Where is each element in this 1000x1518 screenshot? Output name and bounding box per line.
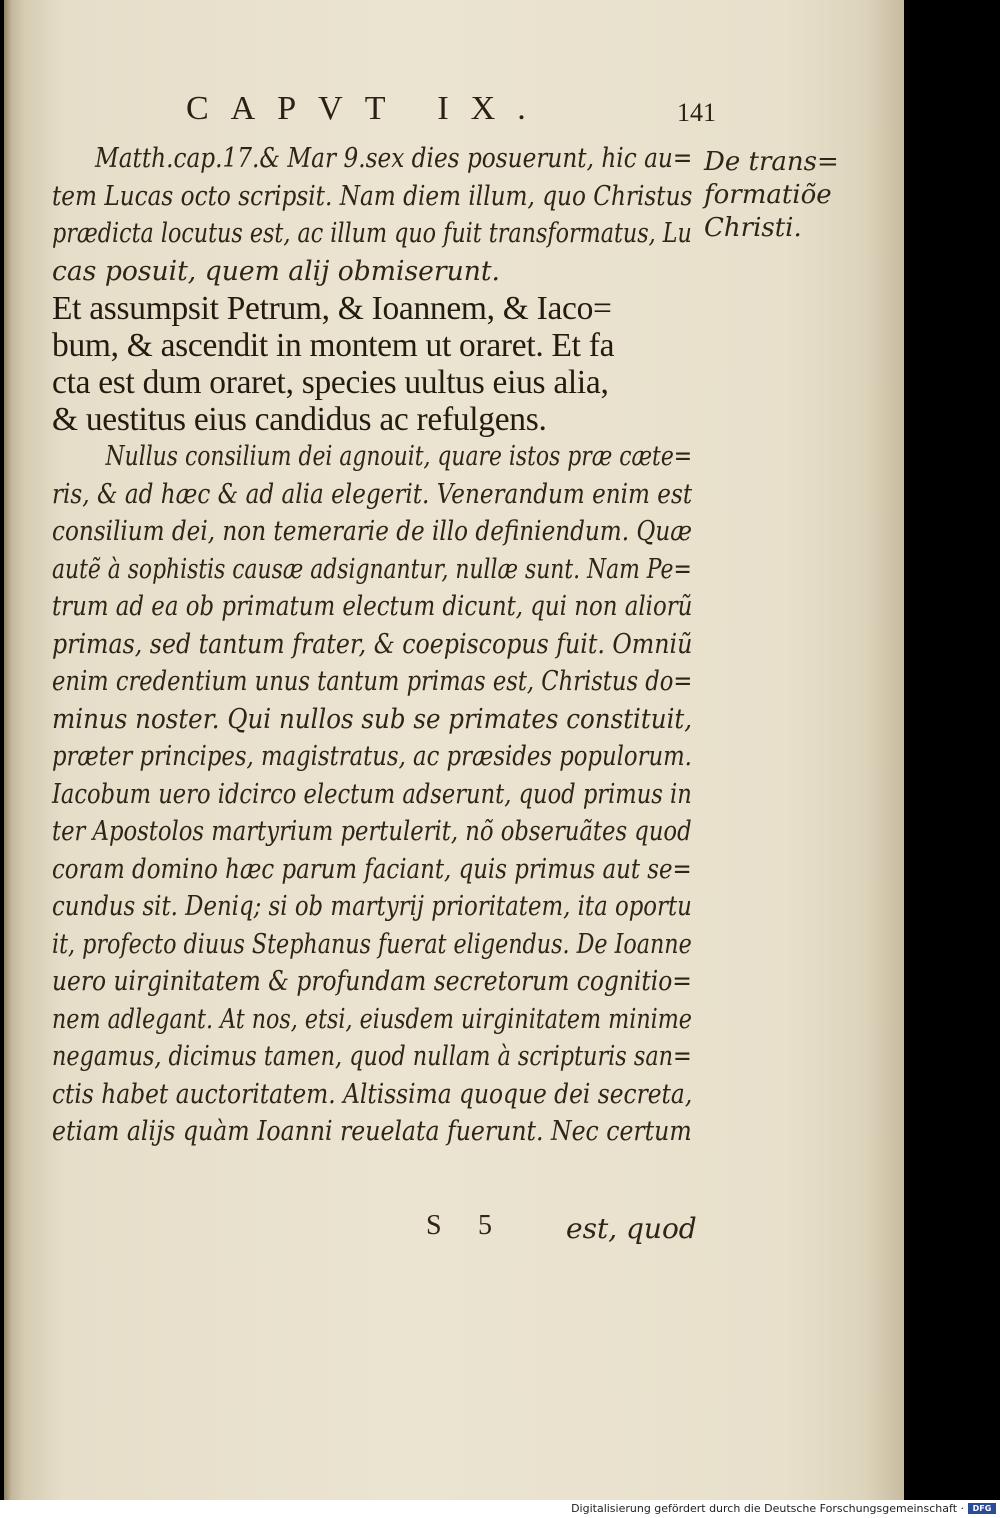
- page-gutter: [4, 0, 12, 1500]
- main-text: [52, 140, 702, 1151]
- marginal-note-line: Christi.: [704, 213, 802, 243]
- footer-bar: [0, 1500, 1000, 1518]
- running-head: [186, 90, 716, 140]
- page-number: 141: [677, 98, 716, 127]
- commentary-line: etiam alijs quàm Ioanni reuelata fuerunt. Nec certum: [52, 1116, 692, 1147]
- scripture-line: cta est dum oraret, species uultus eius alia,: [52, 364, 609, 401]
- commentary-line: Nullus consilium dei agnouit, quare istos præ cæte=: [105, 441, 693, 472]
- commentary-line: coram domino hæc parum faciant, quis primus aut se=: [52, 853, 692, 885]
- commentary-line: minus noster. Qui nullos sub se primates constituit,: [52, 703, 693, 735]
- commentary-line: ris, & ad hæc & ad alia elegerit. Venerandum enim est: [52, 478, 693, 510]
- commentary-line: cundus sit. Deniq; si ob martyrij prioritatem, ita oportu: [52, 891, 692, 922]
- text-line: Matth.cap.17.& Mar 9.sex dies posuerunt, hic au=: [94, 143, 693, 174]
- catchword: est, quod: [566, 1212, 697, 1245]
- dfg-logo: DFG: [968, 1503, 996, 1514]
- commentary-line: præter principes, magistratus, ac præsides populorum.: [52, 741, 692, 772]
- chapter-title: CAPVT IX.: [186, 90, 548, 127]
- marginal-note-line: De trans=: [704, 147, 839, 177]
- commentary-line: ctis habet auctoritatem. Altissima quoque dei secreta,: [52, 1078, 693, 1110]
- text-line: cas posuit, quem alij obmiserunt.: [52, 255, 500, 287]
- commentary-line: consilium dei, non temerarie de illo definiendum. Quæ: [52, 516, 692, 547]
- text-line: prædicta locutus est, ac illum quo fuit transformatus, Lu: [52, 218, 692, 249]
- funding-credit: Digitalisierung gefördert durch die Deutsche Forschungsgemeinschaft ·: [571, 1502, 964, 1515]
- scripture-line: Et assumpsit Petrum, & Ioannem, & Iaco=: [52, 290, 612, 327]
- commentary-line: primas, sed tantum frater, & coepiscopus fuit. Omniũ: [52, 628, 693, 660]
- commentary-line: uero uirginitatem & profundam secretorum cognitio=: [52, 966, 692, 997]
- book-leaf: [4, 0, 904, 1500]
- commentary-line: autẽ à sophistis causæ adsignantur, nullæ sunt. Nam Pe=: [52, 553, 692, 585]
- scripture-line: bum, & ascendit in montem ut oraret. Et fa: [52, 327, 615, 364]
- commentary-line: it, profecto diuus Stephanus fuerat eligendus. De Ioanne: [52, 928, 692, 960]
- commentary-line: negamus, dicimus tamen, quod nullam à scripturis san=: [52, 1041, 692, 1072]
- signature-mark: 5: [478, 1210, 492, 1241]
- commentary-line: trum ad ea ob primatum electum dicunt, qui non aliorũ: [52, 591, 693, 622]
- signature-mark: S: [426, 1210, 442, 1241]
- marginal-note: [704, 146, 839, 245]
- commentary-line: nem adlegant. At nos, etsi, eiusdem uirginitatem minime: [52, 1003, 692, 1035]
- scripture-line: & uestitus eius candidus ac refulgens.: [52, 401, 547, 438]
- text-line: tem Lucas octo scripsit. Nam diem illum, quo Christus: [52, 180, 693, 212]
- commentary-line: enim credentium unus tantum primas est, Christus do=: [52, 666, 693, 697]
- marginal-note-line: formatiõe: [704, 180, 832, 210]
- commentary-line: ter Apostolos martyrium pertulerit, nõ obseruãtes quod: [52, 816, 692, 847]
- commentary-line: Iacobum uero idcirco electum adserunt, quod primus in: [52, 778, 692, 810]
